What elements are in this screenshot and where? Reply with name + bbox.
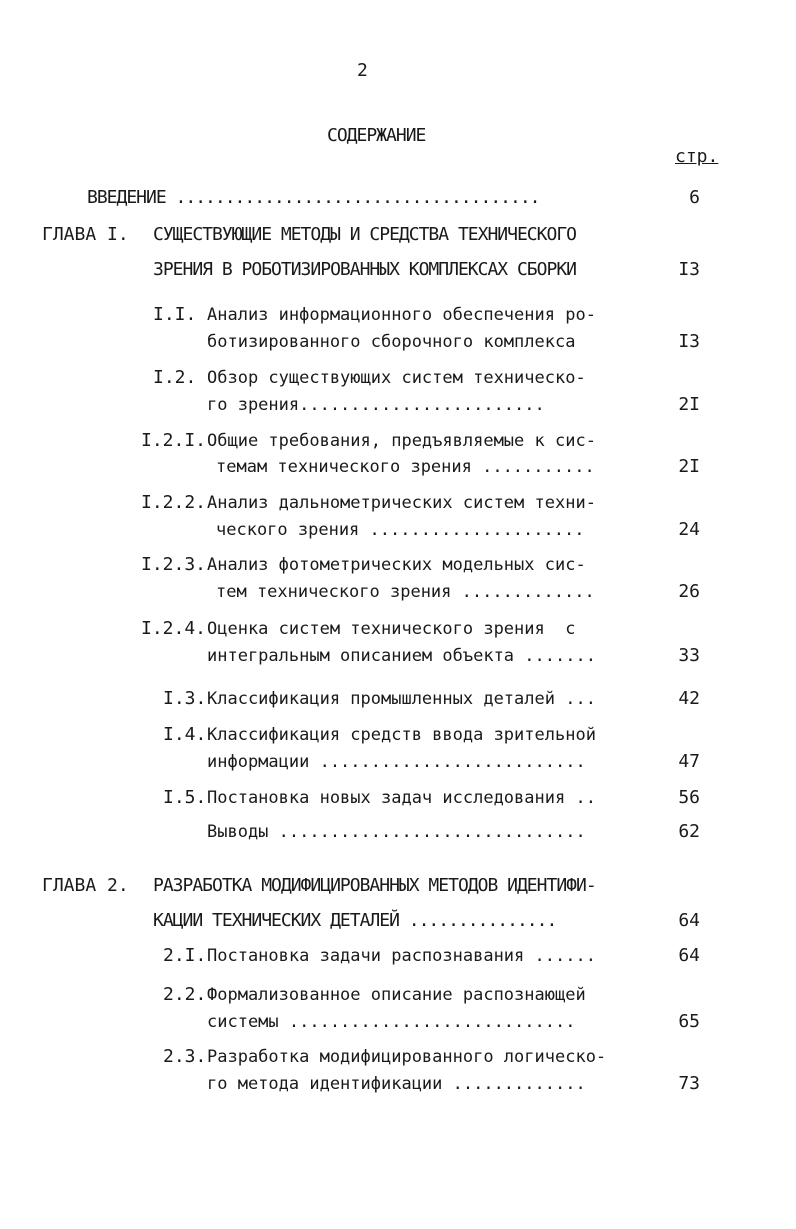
toc-entry-page: 26 [678,581,700,602]
toc-entry-line2: тем технического зрения ............. [216,582,595,602]
toc-entry-line2: ботизированного сборочного комплекса [207,332,576,352]
chapter-title-line2: ЗРЕНИЯ В РОБОТИЗИРОВАННЫХ КОМПЛЕКСАХ СБОРКИ [153,259,576,280]
section-number: 2.I. [163,945,207,966]
toc-entry-page: 2I [678,456,700,477]
section-number: I.5. [163,787,207,808]
toc-entry-page: 64 [678,910,700,931]
toc-entry-line1: Выводы .............................. [207,822,586,842]
toc-entry-page: 56 [678,787,700,808]
chapter-title-line1: РАЗРАБОТКА МОДИФИЦИРОВАННЫХ МЕТОДОВ ИДЕНТИФИ- [153,875,596,896]
toc-title: СОДЕРЖАНИЕ [327,125,426,146]
toc-entry-line1: Анализ дальнометрических систем техни- [207,493,596,513]
toc-entry-line2: информации .......................... [207,752,586,772]
toc-entry-page: 24 [678,519,700,540]
toc-entry-line2: го зрения........................ [207,395,545,415]
toc-entry-line2: системы ............................ [207,1012,576,1032]
section-number: I.3. [163,688,207,709]
chapter-title-line2: КАЦИИ ТЕХНИЧЕСКИХ ДЕТАЛЕЙ ............... [153,910,557,931]
section-number: I.2.I. [141,430,207,451]
toc-entry-line1: Классификация средств ввода зрительной [207,725,596,745]
toc-entry-line1: Разработка модифицированного логическо- [207,1047,607,1067]
section-number: 2.3. [163,1046,207,1067]
toc-entry-page: 47 [678,751,700,772]
toc-entry-page: I3 [678,259,700,280]
toc-entry-line1: Обзор существующих систем техническо- [207,368,586,388]
toc-entry-line1: Анализ информационного обеспечения ро- [207,305,596,325]
toc-entry-line1: Оценка систем технического зрения с [207,619,576,639]
toc-entry-line1: Анализ фотометрических модельных сис- [207,555,586,575]
section-number: I.2. [153,367,197,388]
toc-entry-page: 33 [678,645,700,666]
toc-entry-page: 42 [678,688,700,709]
chapter-label: ГЛАВА 2. [42,875,129,896]
chapter-label: ГЛАВА I. [42,224,129,245]
toc-entry-page: I3 [678,331,700,352]
toc-entry-line2: интегральным описанием объекта ....... [207,646,596,666]
section-number: I.2.4. [141,618,207,639]
toc-entry-line1: Постановка новых задач исследования .. [207,788,596,808]
toc-entry-line2: го метода идентификации ............. [207,1074,586,1094]
toc-entry-line1: Постановка задачи распознавания ...... [207,946,596,966]
toc-entry-text: ВВЕДЕНИЕ ..................................... [87,187,540,208]
section-number: I.I. [153,304,197,325]
toc-entry-line2: ческого зрения ..................... [216,520,585,540]
toc-entry-line1: Общие требования, предъявляемые к сис- [207,431,596,451]
page-number: 2 [357,60,368,81]
section-number: I.2.3. [141,554,207,575]
toc-entry-line1: Формализованное описание распознающей [207,985,586,1005]
toc-entry-page: 6 [689,187,700,208]
toc-entry-line1: Классификация промышленных деталей ... [207,689,596,709]
toc-entry-page: 65 [678,1011,700,1032]
toc-entry-page: 73 [678,1073,700,1094]
toc-entry-page: 62 [678,821,700,842]
toc-entry-page: 64 [678,945,700,966]
section-number: I.4. [163,724,207,745]
chapter-title-line1: СУЩЕСТВУЮЩИЕ МЕТОДЫ И СРЕДСТВА ТЕХНИЧЕСКОГО [153,224,576,245]
toc-entry-line2: темам технического зрения ........... [216,457,595,477]
section-number: I.2.2. [141,492,207,513]
section-number: 2.2. [163,984,207,1005]
toc-entry-page: 2I [678,394,700,415]
page-column-label: стр. [675,146,719,167]
